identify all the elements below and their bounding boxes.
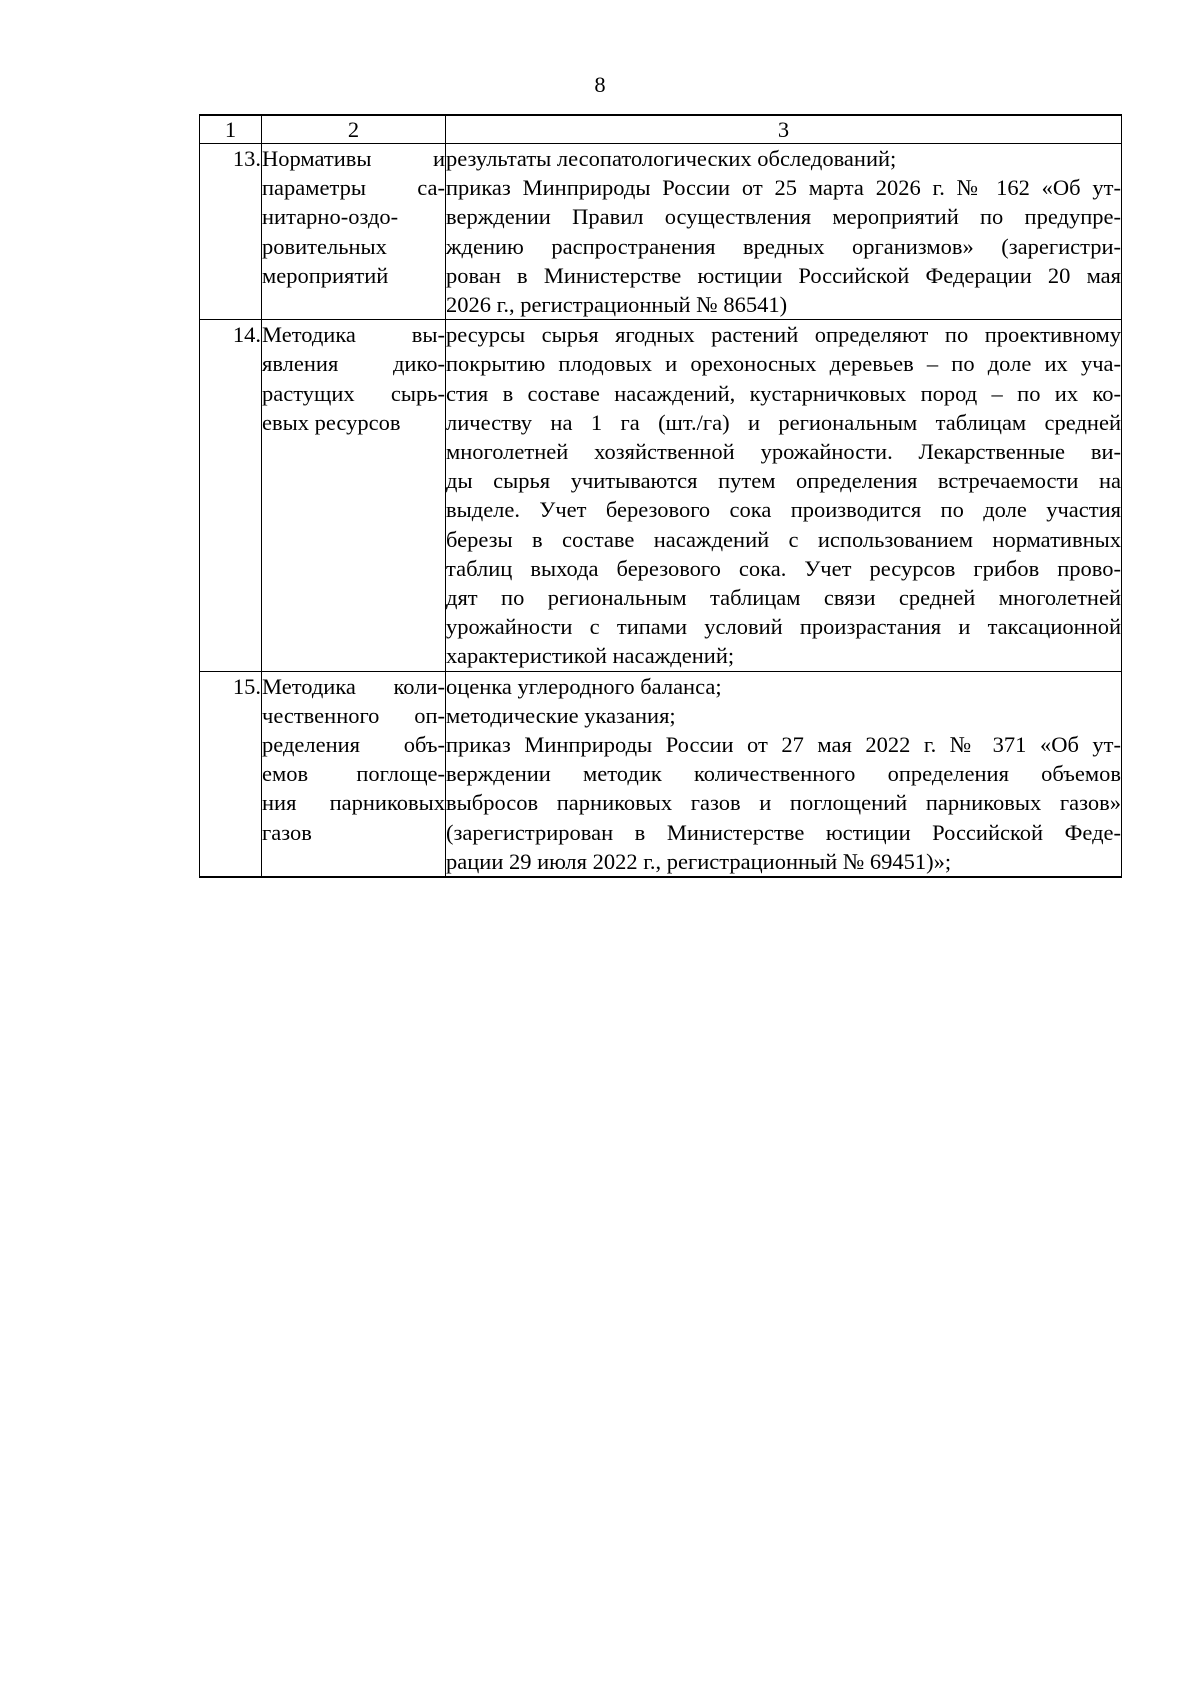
- row-content-line: ждению распространения вредных организмов» (зарегистри-: [446, 233, 1121, 259]
- row-content-line: рован в Министерстве юстиции Российской Федерации 20 мая: [446, 262, 1121, 288]
- row-title-line: ределения объ-: [262, 732, 445, 758]
- page-number: 8: [594, 72, 606, 97]
- table-row: [200, 671, 1122, 877]
- regulations-table: [199, 114, 1122, 878]
- table-header-row: [200, 115, 1122, 144]
- row-content-line: выбросов парниковых газов и поглощений парниковых газов»: [446, 790, 1121, 816]
- row-content-line: урожайности с типами условий произрастания и таксационной: [446, 614, 1121, 640]
- table-body: [200, 144, 1122, 878]
- row-title-line: емов поглоще-: [262, 761, 445, 787]
- row-title-line: ровительных: [262, 233, 387, 259]
- row-title-line: параметры са-: [262, 175, 445, 201]
- row-title-line: чественного оп-: [262, 702, 445, 728]
- row-content-line: верждении методик количественного определения объемов: [446, 761, 1121, 787]
- row-content-line: многолетней хозяйственной урожайности. Лекарственные ви-: [446, 439, 1121, 465]
- row-content-line: таблиц выхода березового сока. Учет ресурсов грибов прово-: [446, 555, 1121, 581]
- row-title-line: растущих сырь-: [262, 380, 445, 406]
- row-content-line: приказ Минприроды России от 25 марта 2026 г. № 162 «Об ут-: [446, 175, 1121, 201]
- row-content-line: ресурсы сырья ягодных растений определяют по проективному: [446, 322, 1121, 348]
- row-title-line: нитарно-оздо-: [262, 204, 399, 230]
- table-row: [200, 144, 1122, 320]
- row-number: 15.: [200, 671, 262, 877]
- row-content-line: выделе. Учет березового сока производится по доле участия: [446, 497, 1121, 523]
- row-content: [446, 671, 1122, 877]
- row-content-line: приказ Минприроды России от 27 мая 2022 г. № 371 «Об ут-: [446, 732, 1121, 758]
- row-content-line: рации 29 июля 2022 г., регистрационный № 69451)»;: [446, 848, 952, 874]
- row-title-line: Методика коли-: [262, 673, 445, 699]
- row-title: [262, 320, 446, 671]
- row-number: 13.: [200, 144, 262, 320]
- row-title-line: ния парниковых: [262, 790, 445, 816]
- row-content-line: верждении Правил осуществления мероприятий по предупре-: [446, 204, 1121, 230]
- row-content-line: личеству на 1 га (шт./га) и региональным таблицам средней: [446, 409, 1121, 435]
- row-title-line: мероприятий: [262, 262, 389, 288]
- row-title-line: Методика вы-: [262, 322, 445, 348]
- row-content-line: оценка углеродного баланса;: [446, 673, 722, 699]
- row-content: [446, 144, 1122, 320]
- row-title-line: явления дико-: [262, 351, 445, 377]
- table-row: [200, 320, 1122, 671]
- row-number: 14.: [200, 320, 262, 671]
- column-header-2: 2: [262, 115, 446, 144]
- row-content-line: покрытию плодовых и орехоносных деревьев – по доле их уча-: [446, 351, 1121, 377]
- row-title-line: евых ресурсов: [262, 409, 401, 435]
- row-content-line: дят по региональным таблицам связи средней многолетней: [446, 585, 1121, 611]
- row-content-line: характеристикой насаждений;: [446, 643, 735, 669]
- row-title: [262, 671, 446, 877]
- column-header-3: 3: [446, 115, 1122, 144]
- row-content-line: стия в составе насаждений, кустарничковых пород – по их ко-: [446, 380, 1121, 406]
- row-content-line: результаты лесопатологических обследований;: [446, 146, 897, 171]
- row-content-line: 2026 г., регистрационный № 86541): [446, 292, 788, 318]
- row-content-line: методические указания;: [446, 702, 676, 728]
- row-content: [446, 320, 1122, 671]
- row-title-line: Нормативы и: [262, 146, 445, 171]
- row-content-line: (зарегистрирован в Министерстве юстиции Российской Феде-: [446, 819, 1121, 845]
- row-content-line: ды сырья учитываются путем определения встречаемости на: [446, 468, 1121, 494]
- row-content-line: березы в составе насаждений с использованием нормативных: [446, 526, 1121, 552]
- column-header-1: 1: [200, 115, 262, 144]
- row-title: [262, 144, 446, 320]
- row-title-line: газов: [262, 819, 312, 845]
